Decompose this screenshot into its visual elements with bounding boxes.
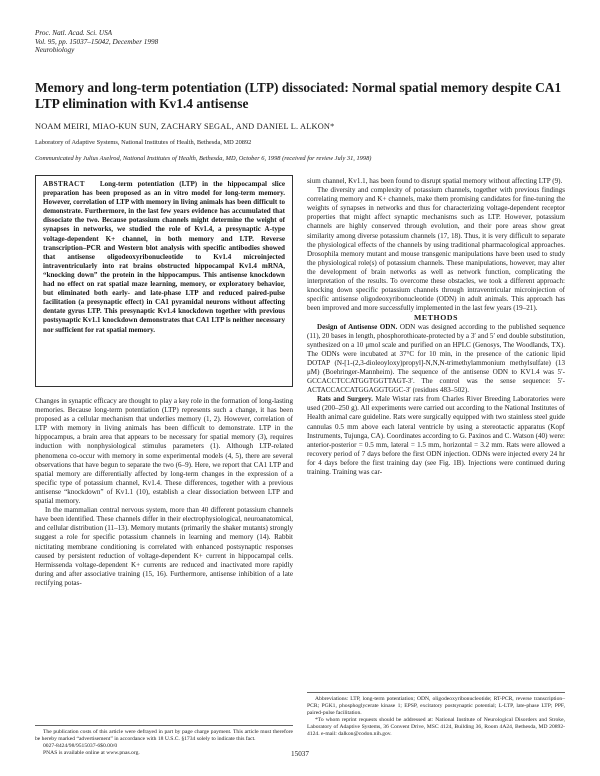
affiliation: Laboratory of Adaptive Systems, National Institutes of Health, Bethesda, MD 20892 <box>35 139 252 146</box>
article-title: Memory and long-term potentiation (LTP) dissociated: Normal spatial memory despite CA1 LTP elimination with Kv1.4 antisense <box>35 80 562 111</box>
left-column-body <box>35 397 293 588</box>
methods-text: ODN was designed according to the published sequence (11), 20 bases in length, phosphorothioate-protected by a 3′ and 5′ end double substitution, synthesized on a 10 μmol scale and purified on an HPLC (Genosys, The Woodlands, TX). The ODNs were incubated at 37°C for 10 min, in the presence of the cationic lipid DOTAP (N-[1-(2,3-dioleoyloxy)propyl]-N,N,N-trimethylammonium methylsulfate) (13 μM) (Boehringer-Mannheim). The sequence of the antisense ODN to KV1.4 was 5′-GCCACCTCCATGGTGGTTAGT-3′. The control was the sense sequence: 5′-ACTACCACCATGGAGGTGGC-3′ (residues 483–502). <box>307 322 565 395</box>
journal-header <box>35 29 158 55</box>
methods-text: Male Wistar rats from Charles River Breeding Laboratories were used (200–250 g). All experiments were carried out according to the National Institutes of Health animal care guideline. Rats were surgically equipped with two stainless steel guide cannulas 0.5 mm above each lateral ventricle by using a stereotactic apparatus (Kopf Instruments, Tujunga, CA). Coordinates according to G. Paxinos and C. Watson (40) were: anterior-posterior = 0.5 mm, lateral = 1.5 mm, horizontal = 3.2 mm. Rats were allowed a recovery period of 7 days before the first ODN injection. ODNs were injected every 24 hr for 4 days before the first training day (see Fig. 1B). Injections were continued during training. Training was car- <box>307 395 565 476</box>
footnote-abbreviations: Abbreviations: LTP, long-term potentiation; ODN, oligodeoxyribonucleotide; RT-PCR, reverse transcription–PCR; PGK1, phosphoglycerate kinase 1; EPSP, excitatory postsynaptic potential; L-LTP, late-phase LTP; PPF, paired-pulse facilitation. <box>307 696 565 716</box>
footnote-costs: The publication costs of this article were defrayed in part by page charge payment. This article must therefore be hereby marked “advertisement” in accordance with 18 U.S.C. §1734 solely to indicate this fact. <box>35 729 293 742</box>
page-number: 15037 <box>291 750 309 758</box>
journal-section: Neurobiology <box>35 46 75 55</box>
footnote-correspondence: *To whom reprint requests should be addressed at: National Institute of Neurological Disorders and Stroke, Laboratory of Adaptive Systems, 36 Convent Drive, MSC 4124, Building 36, Room 4A24, Bethesda, MD 20892-4124. e-mail: dalkon@codon.nih.gov. <box>307 717 565 737</box>
footnote-online: PNAS is available online at www.pnas.org. <box>43 750 140 756</box>
abstract-text: Long-term potentiation (LTP) in the hippocampal slice preparation has been proposed as an in vitro model for long-term memory. However, correlation of LTP with memory in living animals has been difficult to demonstrate. Furthermore, in the last few years evidence has accumulated that dissociate the two. Because potassium channels might determine the weight of synapses in networks, we studied the role of Kv1.4, a presynaptic A-type voltage-dependent K+ channel, in both memory and LTP. Reverse transcription–PCR and Western blot analysis with specific antibodies showed that antisense oligodeoxyribonucleotide to Kv1.4 microinjected intraventricularly into rat brains obstructed hippocampal Kv1.4 mRNA, “knocking down” the protein in the hippocampus. This antisense knockdown had no effect on rat spatial maze learning, memory, or exploratory behavior, but eliminated both early- and late-phase LTP and reduced paired-pulse facilitation (a presynaptic effect) in CA1 pyramidal neurons without affecting dentate gyrus LTP. This presynaptic Kv1.4 knockdown together with previous postsynaptic Kv1.1 knockdown demonstrates that CA1 LTP is neither necessary nor sufficient for rat spatial memory. <box>43 180 285 334</box>
methods-paragraph <box>307 323 565 396</box>
journal-name: Proc. Natl. Acad. Sci. USA <box>35 29 113 37</box>
abstract-box <box>35 175 293 387</box>
body-paragraph: The diversity and complexity of potassium channels, together with previous findings correlating memory and K+ channels, make them promising candidates for fine-tuning the weights of synapses in networks and thus for characterizing voltage-dependent receptor properties that might affect synaptic mechanisms such as LTP. However, potassium channels are highly conserved through evolution, and their pore areas show great similarity among diverse potassium channels (17, 18). Thus, it is very difficult to separate the physiological effects of the channels by using traditional pharmacological approaches. Drosophila memory mutant and mouse transgenic manipulations have been used to study the physiological role(s) of potassium channels. These manipulations, however, may alter the development of brain networks as well as network function, complicating the interpretation of the results. To overcome these obstacles, we took a different approach: knocking down specific potassium channels through intraventricular microinjection of specific antisense oligodeoxyribonucleotide (ODN) in adult animals. This approach has been improved and more successfully implemented in the last few years (19–21). <box>307 186 565 313</box>
body-paragraph: In the mammalian central nervous system, more than 40 different potassium channels have been identified. These channels differ in their electrophysiological, neuroanatomical, and cellular distribution (11–13). Memory mutants (primarily the shaker mutants) strongly suggest a role for specific potassium channels in learning and memory (14). Rabbit nictitating membrane conditioning is correlated with enhanced postsynaptic responses caused by persistent reduction of voltage-dependent K+ current in hippocampal cells. Hermissenda voltage-dependent K+ currents are reduced and inactivated more rapidly during and after associative training (15, 16). Furthermore, antisense inhibition of a late rectifying potas- <box>35 506 293 587</box>
body-paragraph: Changes in synaptic efficacy are thought to play a key role in the formation of long-lasting memories. Because long-term potentiation (LTP) represents such a change, it has been proposed as a cellular mechanism that underlies memory (1, 2). However, correlation of LTP with memory in living animals has been difficult to demonstrate. LTP in the hippocampus, a brain area that appears to be necessary for spatial memory (3), requires induction with nonphysiological stimulus parameters (1). Although LTP-related phenomena co-occur with memory in some experimental models (4, 5), there are several observations that have begun to separate the two (6–9). Here, we report that CA1 LTP and spatial memory are differentially affected by long-term changes in the expression of a specific type of potassium channel, Kv1.4. These differences, together with a previous antisense “knockdown” of Kv1.1 (10), establish a clear dissociation between LTP and spatial memory. <box>35 397 293 506</box>
abstract <box>43 180 285 335</box>
methods-heading: METHODS <box>413 313 459 323</box>
methods-paragraph <box>307 395 565 477</box>
run-in-heading: Rats and Surgery. <box>317 395 373 404</box>
abstract-label: ABSTRACT <box>43 180 85 188</box>
abbreviations-footnote <box>307 692 565 738</box>
communicated-by: Communicated by Julius Axelrod, National Institutes of Health, Bethesda, MD, October 6, 1998 (received for review July 31, 1998) <box>35 155 372 162</box>
footnote-code: 0027-8424/98/9515037-6$0.00/0 <box>43 743 118 749</box>
journal-volume: Vol. 95, pp. 15037–15042, December 1998 <box>35 37 159 46</box>
right-column-body <box>307 177 565 477</box>
run-in-heading: Design of Antisense ODN. <box>317 322 398 331</box>
author-list: NOAM MEIRI, MIAO-KUN SUN, ZACHARY SEGAL, AND DANIEL L. ALKON* <box>35 122 335 131</box>
body-paragraph: sium channel, Kv1.1, has been found to disrupt spatial memory without affecting LTP (9). <box>307 177 563 185</box>
